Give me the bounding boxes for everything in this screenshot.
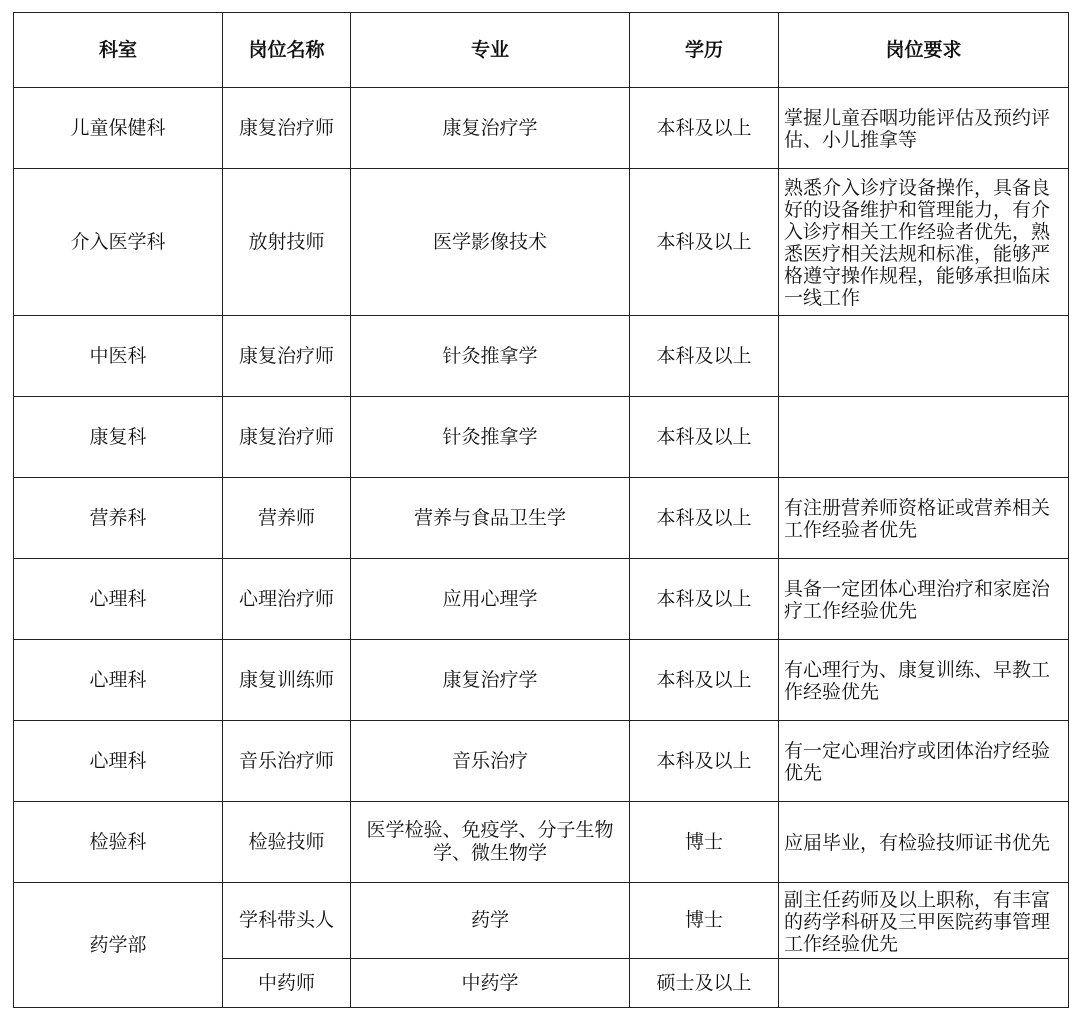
table-row bbox=[14, 559, 1069, 640]
major-cell: 医学影像技术 bbox=[351, 169, 630, 316]
dept-cell: 营养科 bbox=[14, 478, 223, 559]
header-position: 岗位名称 bbox=[223, 13, 351, 88]
header-major: 专业 bbox=[351, 13, 630, 88]
header-education: 学历 bbox=[630, 13, 779, 88]
position-cell: 检验技师 bbox=[223, 802, 351, 883]
education-cell: 本科及以上 bbox=[630, 397, 779, 478]
requirement-cell bbox=[779, 397, 1069, 478]
major-cell: 针灸推拿学 bbox=[351, 316, 630, 397]
header-requirement: 岗位要求 bbox=[779, 13, 1069, 88]
dept-cell: 检验科 bbox=[14, 802, 223, 883]
requirement-cell: 应届毕业，有检验技师证书优先 bbox=[779, 802, 1069, 883]
position-cell: 康复训练师 bbox=[223, 640, 351, 721]
position-cell: 音乐治疗师 bbox=[223, 721, 351, 802]
requirement-cell: 有注册营养师资格证或营养相关工作经验者优先 bbox=[779, 478, 1069, 559]
position-cell: 营养师 bbox=[223, 478, 351, 559]
position-cell: 学科带头人 bbox=[223, 883, 351, 959]
requirement-cell bbox=[779, 959, 1069, 1008]
dept-cell: 心理科 bbox=[14, 559, 223, 640]
education-cell: 硕士及以上 bbox=[630, 959, 779, 1008]
header-dept: 科室 bbox=[14, 13, 223, 88]
dept-cell: 心理科 bbox=[14, 640, 223, 721]
position-cell: 中药师 bbox=[223, 959, 351, 1008]
education-cell: 本科及以上 bbox=[630, 640, 779, 721]
table-row bbox=[14, 640, 1069, 721]
table-header-row bbox=[14, 13, 1069, 88]
major-cell: 医学检验、免疫学、分子生物学、微生物学 bbox=[351, 802, 630, 883]
major-cell: 音乐治疗 bbox=[351, 721, 630, 802]
position-cell: 康复治疗师 bbox=[223, 88, 351, 169]
major-cell: 中药学 bbox=[351, 959, 630, 1008]
education-cell: 本科及以上 bbox=[630, 478, 779, 559]
major-cell: 康复治疗学 bbox=[351, 88, 630, 169]
major-cell: 应用心理学 bbox=[351, 559, 630, 640]
table-row bbox=[14, 802, 1069, 883]
table-row bbox=[14, 883, 1069, 959]
dept-cell: 药学部 bbox=[14, 883, 223, 1008]
dept-cell: 中医科 bbox=[14, 316, 223, 397]
requirement-cell: 具备一定团体心理治疗和家庭治疗工作经验优先 bbox=[779, 559, 1069, 640]
position-cell: 心理治疗师 bbox=[223, 559, 351, 640]
major-cell: 针灸推拿学 bbox=[351, 397, 630, 478]
dept-cell: 康复科 bbox=[14, 397, 223, 478]
dept-cell: 儿童保健科 bbox=[14, 88, 223, 169]
position-cell: 康复治疗师 bbox=[223, 397, 351, 478]
dept-cell: 心理科 bbox=[14, 721, 223, 802]
table-row bbox=[14, 721, 1069, 802]
education-cell: 博士 bbox=[630, 802, 779, 883]
requirement-cell: 有一定心理治疗或团体治疗经验优先 bbox=[779, 721, 1069, 802]
education-cell: 本科及以上 bbox=[630, 721, 779, 802]
education-cell: 本科及以上 bbox=[630, 169, 779, 316]
requirement-cell bbox=[779, 316, 1069, 397]
position-cell: 放射技师 bbox=[223, 169, 351, 316]
recruitment-table bbox=[13, 12, 1069, 1008]
requirement-cell: 熟悉介入诊疗设备操作，具备良好的设备维护和管理能力，有介入诊疗相关工作经验者优先，熟悉医疗相关法规和标准，能够严格遵守操作规程，能够承担临床一线工作 bbox=[779, 169, 1069, 316]
major-cell: 营养与食品卫生学 bbox=[351, 478, 630, 559]
table-row bbox=[14, 316, 1069, 397]
education-cell: 本科及以上 bbox=[630, 88, 779, 169]
table-row bbox=[14, 88, 1069, 169]
dept-cell: 介入医学科 bbox=[14, 169, 223, 316]
table-row bbox=[14, 478, 1069, 559]
table-row bbox=[14, 169, 1069, 316]
education-cell: 本科及以上 bbox=[630, 559, 779, 640]
major-cell: 药学 bbox=[351, 883, 630, 959]
requirement-cell: 有心理行为、康复训练、早教工作经验优先 bbox=[779, 640, 1069, 721]
table-row bbox=[14, 397, 1069, 478]
education-cell: 博士 bbox=[630, 883, 779, 959]
requirement-cell: 掌握儿童吞咽功能评估及预约评估、小儿推拿等 bbox=[779, 88, 1069, 169]
education-cell: 本科及以上 bbox=[630, 316, 779, 397]
major-cell: 康复治疗学 bbox=[351, 640, 630, 721]
requirement-cell: 副主任药师及以上职称，有丰富的药学科研及三甲医院药事管理工作经验优先 bbox=[779, 883, 1069, 959]
position-cell: 康复治疗师 bbox=[223, 316, 351, 397]
